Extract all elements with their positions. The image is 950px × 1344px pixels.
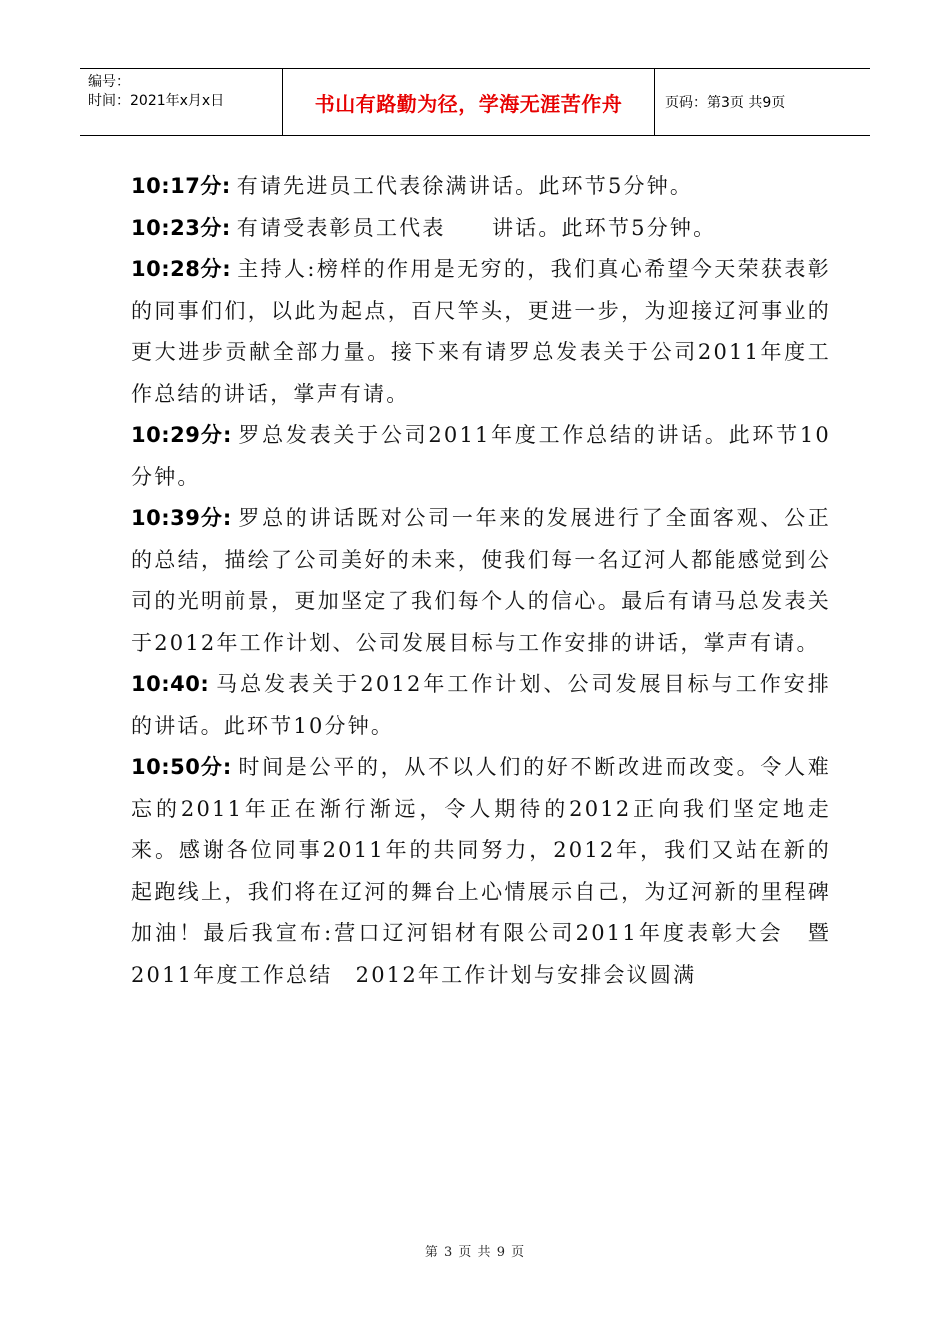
agenda-paragraph xyxy=(131,208,831,250)
agenda-text: 马总发表关于2012年工作计划、公司发展目标与工作安排的讲话。此环节10分钟。 xyxy=(131,672,831,738)
agenda-time: 10:17分: xyxy=(131,174,231,198)
agenda-time: 10:29分: xyxy=(131,423,232,447)
agenda-time: 10:40: xyxy=(131,672,210,696)
agenda-paragraph xyxy=(131,747,831,996)
agenda-text: 有请受表彰员工代表 讲话。此环节5分钟。 xyxy=(236,215,717,240)
page-footer xyxy=(0,1241,950,1260)
header-page-cell xyxy=(655,69,870,135)
agenda-text: 罗总发表关于公司2011年度工作总结的讲话。此环节10分钟。 xyxy=(131,423,831,489)
page-header xyxy=(80,68,870,136)
agenda-paragraph xyxy=(131,415,831,498)
agenda-time: 10:39分: xyxy=(131,506,232,530)
document-date-label: 时间：2021年x月x日 xyxy=(88,93,225,109)
agenda-time: 10:28分: xyxy=(131,257,232,281)
agenda-paragraph xyxy=(131,249,831,415)
document-number-label: 编号： xyxy=(88,74,130,90)
agenda-text: 主持人:榜样的作用是无穷的，我们真心希望今天荣获表彰的同事们们，以此为起点，百尺竿头，更进一步，为迎接辽河事业的更大进步贡献全部力量。接下来有请罗总发表关于公司2011年度工作总结的讲话，掌声有请。 xyxy=(131,257,831,406)
agenda-text: 有请先进员工代表徐满讲话。此环节5分钟。 xyxy=(236,174,694,198)
agenda-text: 罗总的讲话既对公司一年来的发展进行了全面客观、公正的总结，描绘了公司美好的未来，使我们每一名辽河人都能感觉到公司的光明前景，更加坚定了我们每个人的信心。最后有请马总发表关于2012年工作计划、公司发展目标与工作安排的讲话，掌声有请。 xyxy=(131,506,832,655)
agenda-text: 时间是公平的，从不以人们的好不断改进而改变。令人难忘的2011年正在渐行渐远，令人期待的2012正向我们坚定地走来。感谢各位同事2011年的共同努力，2012年，我们又站在新的起跑线上，我们将在辽河的舞台上心情展示自己，为辽河新的里程碑加油！最后我宣布:营口辽河铝材有限公司2011年度表彰大会 暨 2011年度工作总结 2012年工作计划与安排会议圆满 xyxy=(131,755,832,987)
agenda-paragraph xyxy=(131,664,831,747)
agenda-paragraph xyxy=(131,498,831,664)
header-motto: 书山有路勤为径，学海无涯苦作舟 xyxy=(314,91,623,116)
document-body xyxy=(131,166,831,996)
header-page-label: 页码：第3页 共9页 xyxy=(665,95,786,111)
agenda-paragraph xyxy=(131,166,831,208)
agenda-time: 10:50分: xyxy=(131,755,232,779)
agenda-time: 10:23分: xyxy=(131,215,231,240)
header-motto-cell xyxy=(283,69,655,135)
footer-page-number: 第 3 页 共 9 页 xyxy=(424,1245,526,1260)
header-info-cell xyxy=(80,69,283,135)
